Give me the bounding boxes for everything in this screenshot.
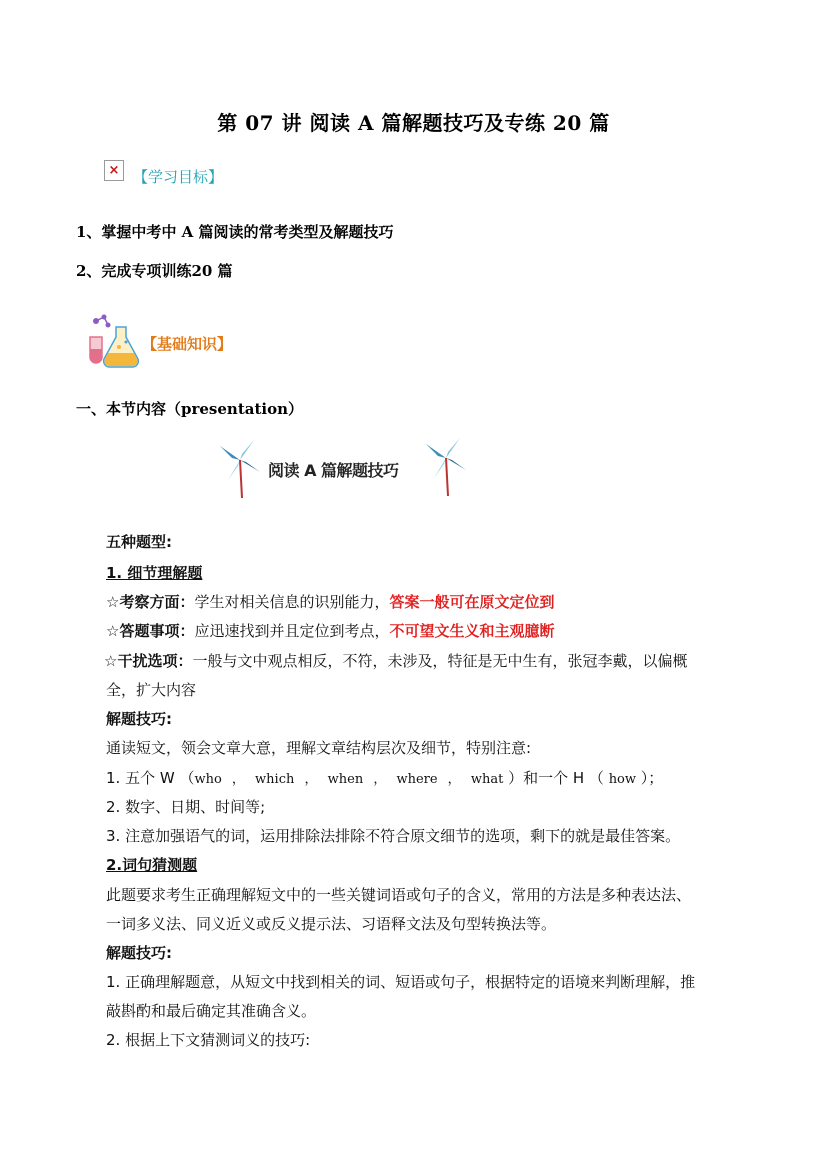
text: ）； (640, 769, 664, 787)
pinwheel-icon-right (426, 438, 466, 496)
lab-flask-icon (86, 313, 142, 369)
text: 学生对相关信息的识别能力， (194, 593, 390, 611)
text: 一般与文中观点相反，不符，未涉及，特征是无中生有，张冠李戴，以偏概 (192, 652, 688, 670)
type2-tip-2: 2. 根据上下文猜测词义的技巧: (106, 1031, 311, 1049)
type1-aspect-line (106, 591, 554, 612)
broken-image-icon: × (104, 160, 124, 181)
basic-knowledge-label: 【基础知识】 (142, 335, 233, 353)
section-heading: 一、本节内容（presentation） (76, 400, 304, 418)
tips-heading-2: 解题技巧: (106, 944, 172, 962)
type1-distract-line (104, 650, 687, 671)
label: ☆答题事项： (106, 622, 195, 640)
type1-tip-1 (106, 767, 663, 788)
text: 应迅速找到并且定位到考点， (194, 622, 390, 640)
type1-tip-2: 2. 数字、日期、时间等; (106, 798, 266, 816)
pinwheel-icon-left (220, 440, 260, 498)
type2-tip-1b: 敲斟酌和最后确定其准确含义。 (106, 1002, 317, 1020)
emphasis: 不可望文生义和主观臆断 (389, 622, 555, 640)
text: 1. 五个 W （ (106, 769, 195, 787)
type2-tip-1a: 1. 正确理解题意，从短文中找到相关的词、短语或句子，根据特定的语境来判断理解，推 (106, 973, 696, 991)
type1-distract-line-2: 全，扩大内容 (106, 681, 197, 699)
objective-label: 【学习目标】 (133, 168, 224, 186)
type2-desc-2: 一词多义法、同义近义或反义提示法、习语释文法及句型转换法等。 (106, 915, 557, 933)
banner-title: 阅读 A 篇解题技巧 (268, 461, 399, 480)
tips-heading-1: 解题技巧: (106, 710, 172, 728)
type1-tip-3: 3. 注意加强语气的词，运用排除法排除不符合原文细节的选项，剩下的就是最佳答案。 (106, 827, 681, 845)
goal-item-2: 2、完成专项训练20 篇 (76, 262, 233, 280)
type1-notice-line (106, 620, 554, 641)
how-word: how (608, 772, 637, 787)
goal-item-1: 1、掌握中考中 A 篇阅读的常考类型及解题技巧 (76, 223, 394, 241)
type2-desc-1: 此题要求考生正确理解短文中的一些关键词语或句子的含义，常用的方法是多种表达法、 (106, 886, 692, 904)
wh-words: who ， which ， when ， where ， what (194, 772, 504, 787)
label: ☆干扰选项： (104, 652, 193, 670)
type2-title: 2.词句猜测题 (106, 856, 198, 874)
label: ☆考察方面： (106, 593, 195, 611)
type1-title: 1. 细节理解题 (106, 564, 203, 582)
type1-tips-intro: 通读短文，领会文章大意，理解文章结构层次及细节，特别注意: (106, 739, 532, 757)
page-title: 第 07 讲 阅读 A 篇解题技巧及专练 20 篇 (217, 111, 610, 135)
emphasis: 答案一般可在原文定位到 (389, 593, 555, 611)
text: ）和一个 H （ (508, 769, 604, 787)
five-types-heading: 五种题型: (106, 533, 172, 551)
